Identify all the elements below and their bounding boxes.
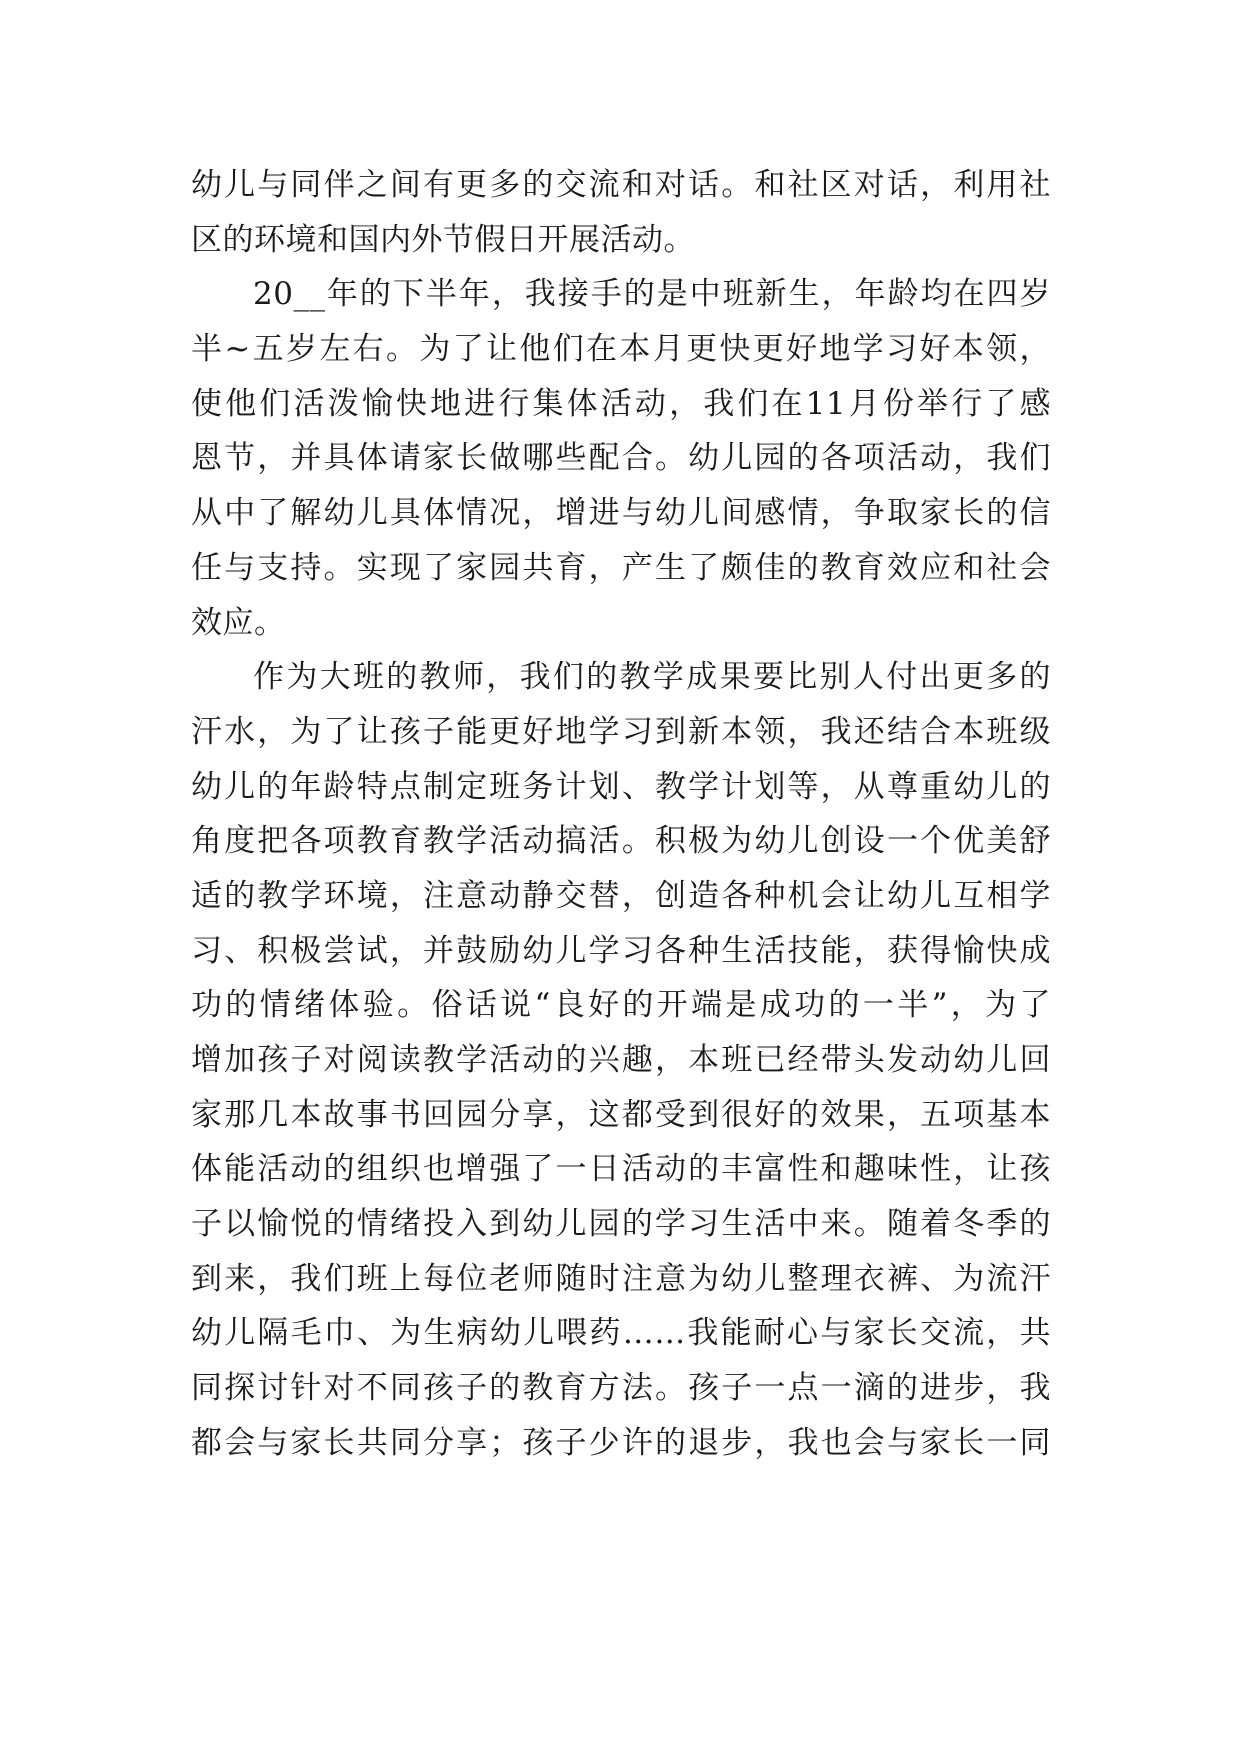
text-line: 任与支持。实现了家园共育，产生了颇佳的教育效应和社会 <box>191 549 1051 586</box>
text-line: 汗水，为了让孩子能更好地学习到新本领，我还结合本班级 <box>191 713 1051 750</box>
text-line: 区的环境和国内外节假日开展活动。 <box>191 221 695 258</box>
text-line: 使他们活泼愉快地进行集体活动，我们在11月份举行了感 <box>191 385 1051 422</box>
text-line: 同探讨针对不同孩子的教育方法。孩子一点一滴的进步，我 <box>191 1370 1051 1407</box>
text-line: 增加孩子对阅读教学活动的兴趣，本班已经带头发动幼儿回 <box>191 1042 1051 1078</box>
paragraph-first-line: 作为大班的教师，我们的教学成果要比别人付出更多的 <box>253 659 1051 696</box>
text-line: 功的情绪体验。俗话说“良好的开端是成功的一半”，为了 <box>191 987 1051 1024</box>
text-line: 子以愉悦的情绪投入到幼儿园的学习生活中来。随着冬季的 <box>191 1206 1051 1243</box>
text-line: 到来，我们班上每位老师随时注意为幼儿整理衣裤、为流汗 <box>191 1260 1051 1297</box>
text-line: 体能活动的组织也增强了一日活动的丰富性和趣味性，让孩 <box>191 1151 1051 1188</box>
text-line: 效应。 <box>191 604 286 641</box>
text-line: 从中了解幼儿具体情况，增进与幼儿间感情，争取家长的信 <box>191 495 1051 532</box>
document-body <box>191 158 1051 1471</box>
text-line: 适的教学环境，注意动静交替，创造各种机会让幼儿互相学 <box>191 877 1051 914</box>
text-line: 家那几本故事书回园分享，这都受到很好的效果，五项基本 <box>191 1096 1051 1133</box>
text-line: 幼儿隔毛巾、为生病幼儿喂药……我能耐心与家长交流，共 <box>191 1315 1051 1352</box>
text-line: 幼儿与同伴之间有更多的交流和对话。和社区对话，利用社 <box>191 167 1051 203</box>
paragraph-first-line: 20__年的下半年，我接手的是中班新生，年龄均在四岁 <box>253 276 1051 313</box>
text-line: 习、积极尝试，并鼓励幼儿学习各种生活技能，获得愉快成 <box>191 932 1051 969</box>
text-line: 半~五岁左右。为了让他们在本月更快更好地学习好本领， <box>191 331 1051 368</box>
text-line: 角度把各项教育教学活动搞活。积极为幼儿创设一个优美舒 <box>191 823 1051 860</box>
text-line: 幼儿的年龄特点制定班务计划、教学计划等，从尊重幼儿的 <box>191 768 1051 805</box>
text-line: 恩节，并具体请家长做哪些配合。幼儿园的各项活动，我们 <box>191 440 1051 477</box>
text-line: 都会与家长共同分享；孩子少许的退步，我也会与家长一同 <box>191 1424 1051 1461</box>
